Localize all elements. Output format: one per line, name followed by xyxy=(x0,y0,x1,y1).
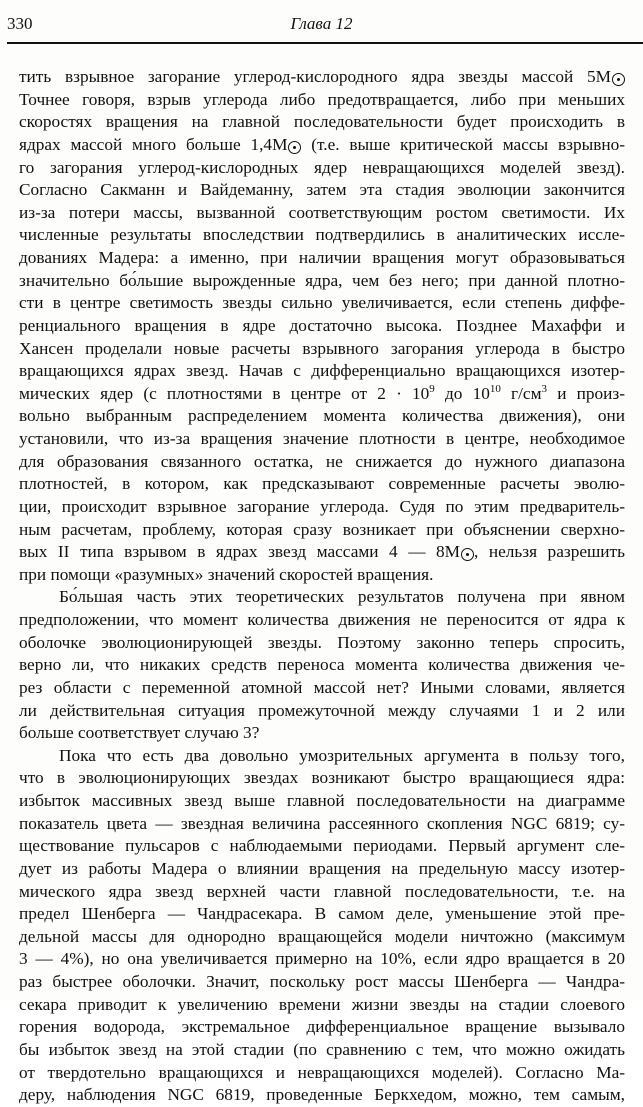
text-line-6: Согласно Сакманн и Вайдеманну, затем эта стадия эволюции закончится xyxy=(19,180,625,200)
text-line-5: го загорания углерод-кислородных ядер невращающихся моделей звезд). xyxy=(19,157,625,177)
text-line-35: ществование пульсаров с наблюдаемыми периодами. Первый аргумент сле- xyxy=(19,836,625,856)
text-line-11: сти в центре светимость звезды сильно увеличивается, если степень диффе- xyxy=(19,293,625,313)
text-line-45: от твердотельно вращающихся и невращающихся моделей). Согласно Ма- xyxy=(19,1062,625,1082)
text-line-10: значительно бо́льшие вырожденные ядра, чем без него; при данной плотно- xyxy=(19,270,625,290)
running-title: Глава 12 xyxy=(290,14,353,33)
text-line-15: мических ядер (с плотностями в центре от $2 \cdot 10^9$ до $10^{10}$ $г/см^3$ и произ- xyxy=(19,382,625,403)
text-line-28: рез области с переменной атомной массой нет? Иными словами, является xyxy=(19,677,625,697)
text-line-39: дельной массы для однородно вращающейся модели ничтожно (максимум xyxy=(19,926,625,946)
text-line-38: предел Шенберга — Чандрасекара. В самом деле, уменьшение этой пре- xyxy=(19,904,625,924)
text-line-16: вольно выбранным распределением момента количества движения), они xyxy=(19,406,625,426)
text-line-7: из-за потери массы, вызванной соответствующим ростом светимости. Их xyxy=(19,202,625,222)
text-line-13: Хансен проделали новые расчеты взрывного загорания углерода в быстро xyxy=(19,338,625,358)
text-line-8: численные результаты впоследствии подтвердились в аналитических иссле- xyxy=(19,225,625,245)
text-line-24: Бо́льшая часть этих теоретических результатов получена при явном xyxy=(59,587,625,607)
text-line-23: при помощи «разумных» значений скоростей вращения. xyxy=(19,564,434,584)
text-line-3: скоростях вращения на главной последовательности будет происходить в xyxy=(19,112,625,132)
text-line-31: Пока что есть два довольно умозрительных аргумента в пользу того, xyxy=(59,745,625,765)
exponent: 3 xyxy=(541,382,548,395)
body-text xyxy=(19,66,625,1107)
text-line-17: установили, что из-за вращения значение плотности в центре, необходимое xyxy=(19,429,625,448)
exponent: 9 xyxy=(429,382,435,395)
text-line-20: ции, происходит взрывное загорание углерода. Судя по этим предваритель- xyxy=(19,496,625,516)
text-line-29: ли действительная ситуация промежуточной между случаями 1 и 2 или xyxy=(19,700,625,720)
sun-symbol-icon xyxy=(461,548,474,561)
sun-symbol-icon xyxy=(612,73,625,86)
text-line-34: показатель цвета — звездная величина рассеянного скопления NGC 6819; су- xyxy=(19,813,625,833)
text-line-30: больше соответствует случаю 3? xyxy=(19,723,260,743)
text-line-1: тить взрывное загорание углерод-кислородного ядра звезды массой 5M xyxy=(19,66,625,89)
text-line-9: дованиях Мадера: а именно, при наличии вращения могут образовываться xyxy=(19,248,625,267)
text-line-4: ядрах массой много больше 1,4M (т.е. выше критической массы взрывно- xyxy=(19,134,625,154)
text-line-41: раз быстрее оболочки. Значит, поскольку рост массы Шенберга — Чандра- xyxy=(19,972,625,991)
text-line-36: дует из работы Мадера о влиянии вращения на предельную массу изотер- xyxy=(19,858,625,878)
text-line-26: оболочке эволюционирующей звезды. Поэтому законно теперь спросить, xyxy=(19,632,625,652)
text-line-46: деру, наблюдения NGC 6819, проведенные Беркхедом, можно, тем самым, xyxy=(19,1085,625,1105)
sun-symbol-icon xyxy=(288,141,301,154)
text-line-22: вых II типа взрывом в ядрах звезд массами 4 — 8M , нельзя разрешить xyxy=(19,542,625,562)
text-line-21: ным расчетам, проблему, которая сразу возникает при объяснении сверхно- xyxy=(19,519,625,539)
text-line-42: секара приводит к увеличению времени жизни звезды на стадии слоевого xyxy=(19,994,625,1014)
text-line-14: вращающихся ядрах звезд. Начав с дифференциально вращающихся изотер- xyxy=(19,361,625,381)
exponent: 10 xyxy=(489,382,501,395)
text-line-43: горения водорода, экстремальное дифференциальное вращение вызывало xyxy=(19,1017,625,1037)
text-line-25: предположении, что момент количества движения не переносится от ядра к xyxy=(19,610,625,629)
text-line-19: плотностей, в котором, как предсказывают современные расчеты эволю- xyxy=(19,474,625,494)
text-line-12: ренциального вращения в ядре достаточно высока. Позднее Махаффи и xyxy=(19,315,625,335)
text-line-44: бы избыток звезд на этой стадии (по сравнению с тем, что можно ожидать xyxy=(19,1039,625,1059)
text-line-33: избыток массивных звезд выше главной последовательности на диаграмме xyxy=(19,791,625,810)
text-line-27: верно ли, что никаких средств переноса момента количества движения че- xyxy=(19,655,625,675)
text-line-18: для образования связанного остатка, не снижается до нужного диапазона xyxy=(19,451,625,471)
page-number: 330 xyxy=(7,14,33,33)
header-rule xyxy=(7,42,643,44)
text-line-40: 3 — 4%), но она увеличивается примерно на 10%, если ядро вращается в 20 xyxy=(19,949,625,969)
text-line-2: Точнее говоря, взрыв углерода либо предотвращается, либо при меньших xyxy=(19,89,625,109)
text-line-32: что в эволюционирующих звездах возникают быстро вращающиеся ядра: xyxy=(19,768,625,788)
text-line-37: мического ядра звезд верхней части главной последовательности, т.е. на xyxy=(19,881,625,901)
